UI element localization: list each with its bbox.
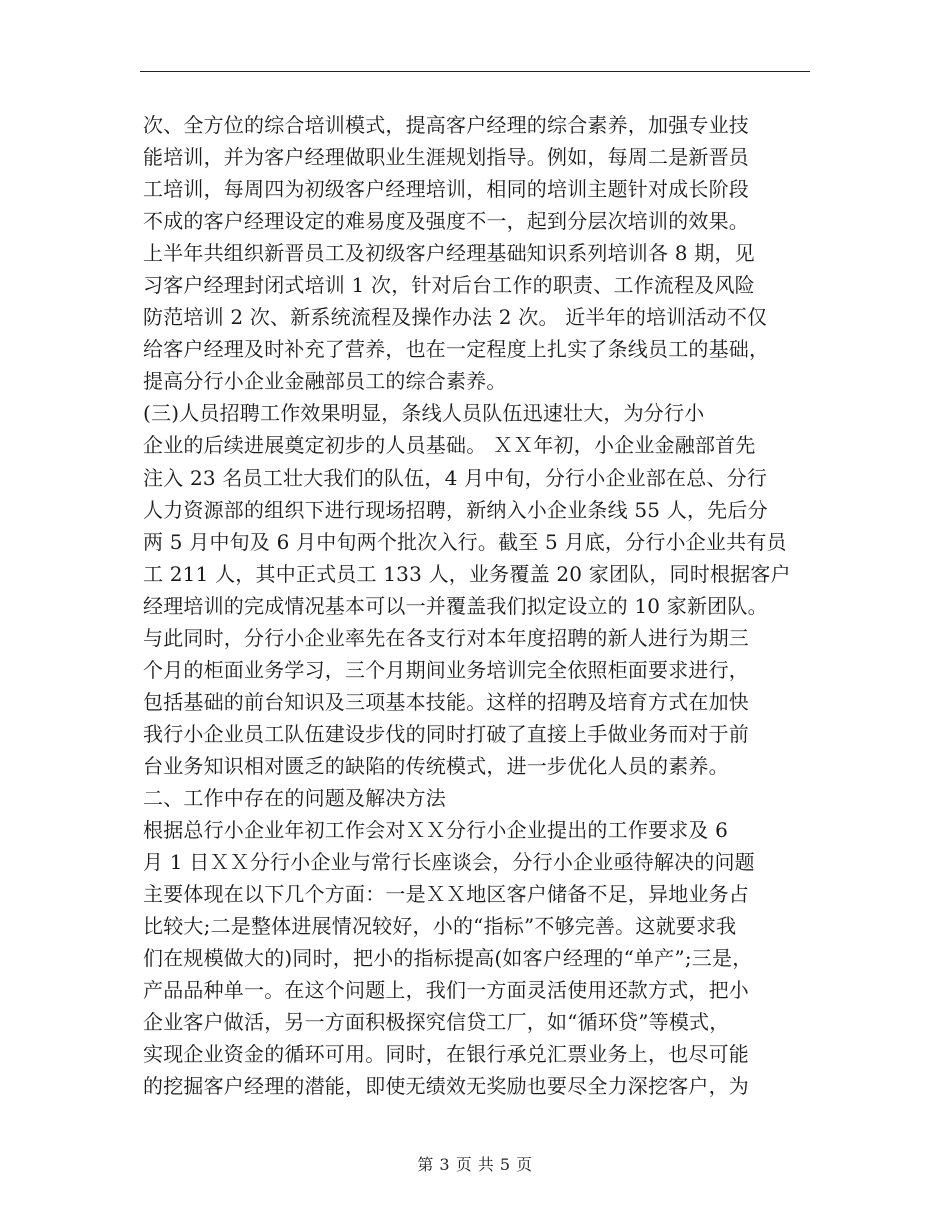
text-line: 人力资源部的组织下进行现场招聘，新纳入小企业条线 55 人，先后分: [143, 497, 768, 522]
text-line: 次、全方位的综合培训模式，提高客户经理的综合素养，加强专业技: [143, 113, 749, 137]
text-line: 的挖掘客户经理的潜能，即使无绩效无奖励也要尽全力深挖客户，为: [143, 1074, 749, 1099]
text-line: 月 1 日ＸＸ分行小企业与常行长座谈会，分行小企业亟待解决的问题: [143, 850, 755, 875]
text-line: 根据总行小企业年初工作会对ＸＸ分行小企业提出的工作要求及 6: [143, 818, 729, 843]
text-line: 工培训，每周四为初级客户经理培训，相同的培训主题针对成长阶段: [143, 177, 749, 202]
text-line: 台业务知识相对匮乏的缺陷的传统模式，进一步优化人员的素养。: [143, 753, 729, 778]
text-line: 上半年共组织新晋员工及初级客户经理基础知识系列培训各 8 期，见: [143, 241, 755, 266]
text-line: 经理培训的完成情况基本可以一并覆盖我们拟定设立的 10 家新团队。: [143, 593, 768, 618]
text-line: 注入 23 名员工壮大我们的队伍，4 月中旬，分行小企业部在总、分行: [143, 465, 768, 490]
text-line: 实现企业资金的循环可用。同时，在银行承兑汇票业务上，也尽可能: [143, 1042, 749, 1067]
text-line: 企业客户做活，另一方面积极探究信贷工厂，如“循环贷”等模式，: [143, 1010, 730, 1035]
text-line: 两 5 月中旬及 6 月中旬两个批次入行。截至 5 月底，分行小企业共有员: [143, 529, 787, 554]
text-line: 给客户经理及时补充了营养，也在一定程度上扎实了条线员工的基础，: [143, 337, 770, 362]
text-line: 工 211 人，其中正式员工 133 人，业务覆盖 20 家团队，同时根据客户: [143, 561, 791, 586]
text-line: 防范培训 2 次、新系统流程及操作办法 2 次。 近半年的培训活动不仅: [143, 305, 768, 330]
text-line: 二、工作中存在的问题及解决方法: [143, 785, 446, 810]
text-line: 包括基础的前台知识及三项基本技能。这样的招聘及培育方式在加快: [143, 689, 749, 714]
text-line: (三)人员招聘工作效果明显，条线人员队伍迅速壮大，为分行小: [143, 401, 705, 426]
text-line: 我行小企业员工队伍建设步伐的同时打破了直接上手做业务而对于前: [143, 721, 749, 746]
page-footer: [0, 1154, 950, 1176]
text-line: 产品品种单一。在这个问题上，我们一方面灵活使用还款方式，把小: [143, 978, 749, 1003]
text-line: 不成的客户经理设定的难易度及强度不一，起到分层次培训的效果。: [143, 209, 749, 234]
text-line: 能培训，并为客户经理做职业生涯规划指导。例如，每周二是新晋员: [143, 145, 749, 170]
text-line: 比较大;二是整体进展情况较好，小的“指标”不够完善。这就要求我: [143, 914, 737, 939]
text-line: 提高分行小企业金融部员工的综合素养。: [143, 369, 507, 394]
text-line: 习客户经理封闭式培训 1 次，针对后台工作的职责、工作流程及风险: [143, 273, 755, 298]
text-line: 个月的柜面业务学习，三个月期间业务培训完全依照柜面要求进行，: [143, 657, 749, 682]
text-line: 们在规模做大的)同时，把小的指标提高(如客户经理的“单产”;三是，: [143, 946, 753, 971]
text-line: 与此同时，分行小企业率先在各支行对本年度招聘的新人进行为期三: [143, 625, 749, 650]
document-body: [143, 109, 811, 1102]
header-rule: [140, 71, 810, 72]
page-number-label: 第 3 页 共 5 页: [417, 1155, 533, 1174]
text-line: 主要体现在以下几个方面：一是ＸＸ地区客户储备不足，异地业务占: [143, 882, 749, 907]
text-line: 企业的后续进展奠定初步的人员基础。 ＸＸ年初，小企业金融部首先: [143, 433, 756, 458]
